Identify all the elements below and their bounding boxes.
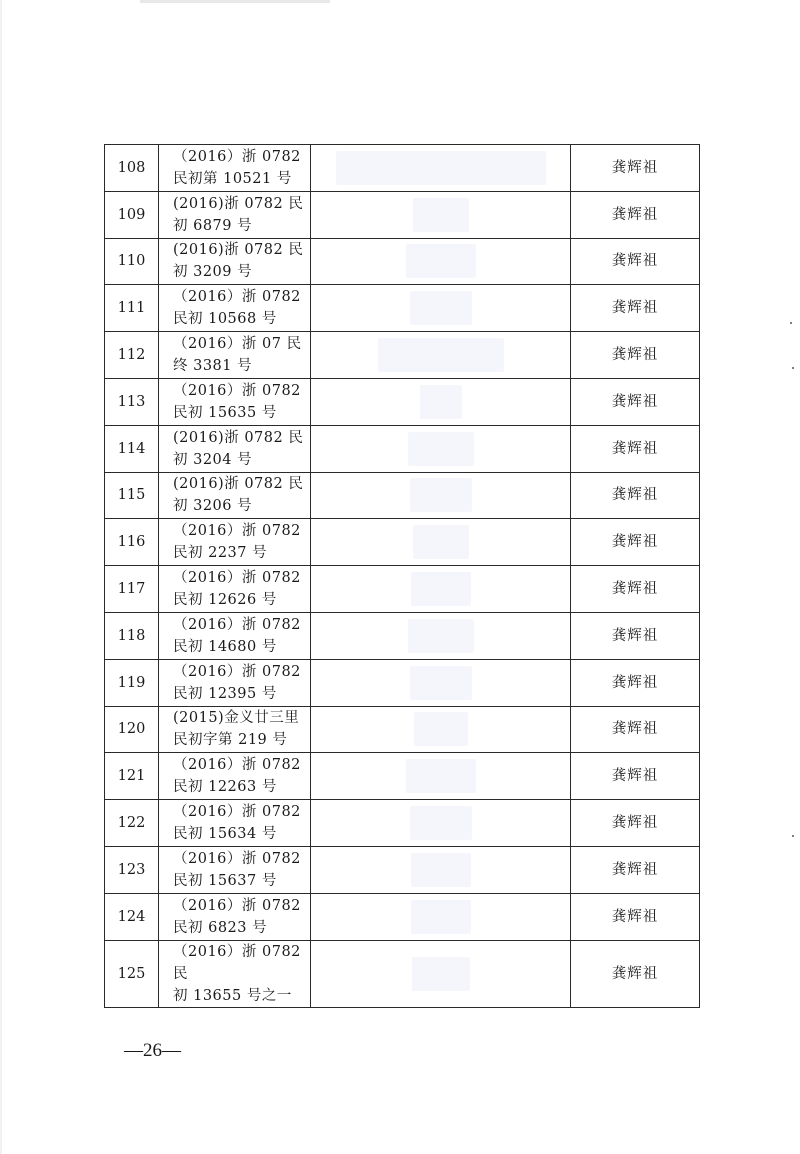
- redacted-party: [311, 519, 571, 566]
- judge-name: 龚辉祖: [571, 285, 700, 332]
- table-row: [105, 753, 700, 800]
- case-number: (2016)浙 0782 民 初 3209 号: [159, 238, 311, 285]
- scan-speck: [792, 835, 794, 837]
- case-number: （2016）浙 0782 民初 12395 号: [159, 659, 311, 706]
- case-number: （2016）浙 0782 民初 15634 号: [159, 800, 311, 847]
- case-number: （2016）浙 0782 民初 2237 号: [159, 519, 311, 566]
- redacted-party: [311, 378, 571, 425]
- row-number: 120: [105, 706, 159, 753]
- table-row: [105, 893, 700, 940]
- redacted-party: [311, 659, 571, 706]
- judge-name: 龚辉祖: [571, 425, 700, 472]
- table-row: [105, 191, 700, 238]
- scan-top-mark: [140, 0, 330, 3]
- case-number: (2015)金义廿三里 民初字第 219 号: [159, 706, 311, 753]
- row-number: 121: [105, 753, 159, 800]
- row-number: 112: [105, 332, 159, 379]
- row-number: 114: [105, 425, 159, 472]
- judge-name: 龚辉祖: [571, 519, 700, 566]
- case-number: （2016）浙 07 民 终 3381 号: [159, 332, 311, 379]
- redacted-party: [311, 940, 571, 1007]
- redacted-party: [311, 472, 571, 519]
- case-number: （2016）浙 0782 民初 15637 号: [159, 846, 311, 893]
- row-number: 124: [105, 893, 159, 940]
- redacted-party: [311, 612, 571, 659]
- row-number: 113: [105, 378, 159, 425]
- judge-name: 龚辉祖: [571, 472, 700, 519]
- case-number: （2016）浙 0782 民初第 10521 号: [159, 145, 311, 192]
- table-row: [105, 519, 700, 566]
- table-row: [105, 800, 700, 847]
- table-row: [105, 472, 700, 519]
- judge-name: 龚辉祖: [571, 706, 700, 753]
- redacted-party: [311, 191, 571, 238]
- table-row: [105, 846, 700, 893]
- table-row: [105, 659, 700, 706]
- redacted-party: [311, 425, 571, 472]
- judge-name: 龚辉祖: [571, 800, 700, 847]
- row-number: 117: [105, 566, 159, 613]
- row-number: 110: [105, 238, 159, 285]
- case-number: (2016)浙 0782 民 初 3206 号: [159, 472, 311, 519]
- redacted-party: [311, 332, 571, 379]
- redacted-party: [311, 753, 571, 800]
- page-number: —26—: [124, 1040, 181, 1061]
- row-number: 116: [105, 519, 159, 566]
- table-row: [105, 145, 700, 192]
- judge-name: 龚辉祖: [571, 566, 700, 613]
- redacted-party: [311, 846, 571, 893]
- row-number: 108: [105, 145, 159, 192]
- case-number: （2016）浙 0782 民初 10568 号: [159, 285, 311, 332]
- row-number: 118: [105, 612, 159, 659]
- judge-name: 龚辉祖: [571, 893, 700, 940]
- case-number: （2016）浙 0782 民初 6823 号: [159, 893, 311, 940]
- table-row: [105, 940, 700, 1007]
- scan-edge: [0, 0, 2, 1154]
- judge-name: 龚辉祖: [571, 238, 700, 285]
- row-number: 119: [105, 659, 159, 706]
- table-row: [105, 566, 700, 613]
- judge-name: 龚辉祖: [571, 940, 700, 1007]
- table-row: [105, 285, 700, 332]
- judge-name: 龚辉祖: [571, 659, 700, 706]
- table-row: [105, 332, 700, 379]
- judge-name: 龚辉祖: [571, 332, 700, 379]
- judge-name: 龚辉祖: [571, 846, 700, 893]
- redacted-party: [311, 706, 571, 753]
- table-row: [105, 612, 700, 659]
- row-number: 122: [105, 800, 159, 847]
- case-number: （2016）浙 0782 民初 12626 号: [159, 566, 311, 613]
- case-number: （2016）浙 0782 民初 14680 号: [159, 612, 311, 659]
- judge-name: 龚辉祖: [571, 753, 700, 800]
- judge-name: 龚辉祖: [571, 191, 700, 238]
- scan-speck: [792, 367, 794, 369]
- case-table: [104, 144, 700, 1008]
- table-row: [105, 425, 700, 472]
- case-number: (2016)浙 0782 民 初 6879 号: [159, 191, 311, 238]
- judge-name: 龚辉祖: [571, 378, 700, 425]
- row-number: 123: [105, 846, 159, 893]
- redacted-party: [311, 145, 571, 192]
- case-number: (2016)浙 0782 民 初 3204 号: [159, 425, 311, 472]
- row-number: 111: [105, 285, 159, 332]
- row-number: 115: [105, 472, 159, 519]
- row-number: 109: [105, 191, 159, 238]
- redacted-party: [311, 285, 571, 332]
- table-row: [105, 706, 700, 753]
- table-row: [105, 238, 700, 285]
- case-number: （2016）浙 0782 民 初 13655 号之一: [159, 940, 311, 1007]
- judge-name: 龚辉祖: [571, 612, 700, 659]
- case-number: （2016）浙 0782 民初 15635 号: [159, 378, 311, 425]
- row-number: 125: [105, 940, 159, 1007]
- scan-speck: [790, 322, 792, 324]
- case-number: （2016）浙 0782 民初 12263 号: [159, 753, 311, 800]
- redacted-party: [311, 238, 571, 285]
- redacted-party: [311, 566, 571, 613]
- judge-name: 龚辉祖: [571, 145, 700, 192]
- table-row: [105, 378, 700, 425]
- redacted-party: [311, 800, 571, 847]
- redacted-party: [311, 893, 571, 940]
